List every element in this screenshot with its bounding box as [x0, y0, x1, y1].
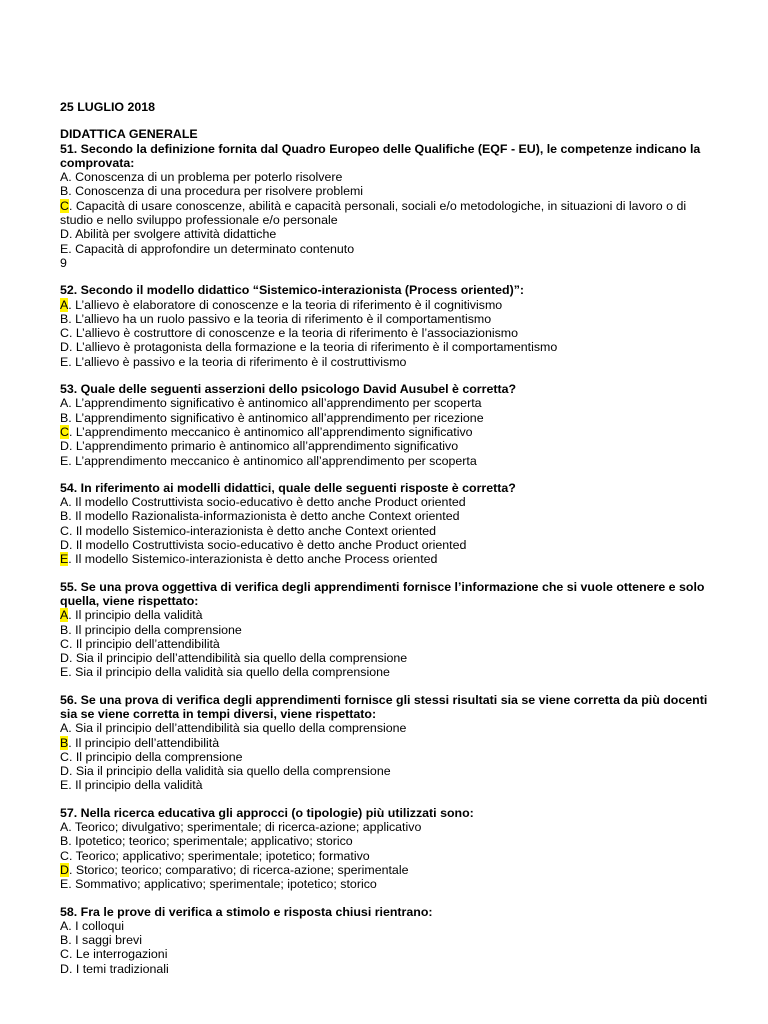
- option-e: [60, 552, 720, 566]
- option-text: . Il modello Razionalista-informazionista è detto anche Context oriented: [68, 509, 460, 524]
- option-letter: A: [60, 495, 69, 510]
- option-b: [60, 933, 720, 947]
- highlighted-answer-letter: E: [60, 552, 69, 567]
- option-a: [60, 721, 720, 735]
- option-b: [60, 312, 720, 326]
- option-letter: C: [60, 523, 69, 538]
- option-b: [60, 411, 720, 425]
- option-letter: D: [60, 340, 69, 355]
- option-text: . Sia il principio della validità sia quello della comprensione: [68, 764, 391, 779]
- option-d: [60, 962, 720, 976]
- option-b: [60, 834, 720, 848]
- option-c: [60, 947, 720, 961]
- option-letter: A: [60, 396, 69, 411]
- option-text: . Il principio della comprensione: [68, 749, 243, 764]
- question-58: [60, 905, 720, 976]
- option-text: . I temi tradizionali: [68, 961, 169, 976]
- option-text: . L’apprendimento meccanico è antinomico all’apprendimento significativo: [68, 424, 473, 439]
- option-text: . L’apprendimento meccanico è antinomico all’apprendimento per scoperta: [68, 453, 477, 468]
- question-54: [60, 481, 720, 567]
- option-text: . I colloqui: [68, 918, 125, 933]
- option-e: [60, 242, 720, 256]
- option-text: . Il modello Costruttivista socio-educativo è detto anche Product oriented: [68, 495, 466, 510]
- question-text: 56. Se una prova di verifica degli apprendimenti fornisce gli stessi risultati sia se viene corretta da più docenti sia se viene corretta in tempi diversi, viene rispettato:: [60, 692, 708, 721]
- question-text: 55. Se una prova oggettiva di verifica degli apprendimenti fornisce l’informazione che si vuole ottenere e solo quella, viene rispettato:: [60, 579, 705, 608]
- option-d: [60, 340, 720, 354]
- option-letter: B: [60, 410, 69, 425]
- option-letter: B: [60, 622, 69, 637]
- option-a: [60, 608, 720, 622]
- option-text: . Il principio della validità: [68, 778, 203, 793]
- option-text: . Conoscenza di un problema per poterlo risolvere: [68, 170, 343, 185]
- question-text: 52. Secondo il modello didattico “Sistemico-interazionista (Process oriented)”:: [60, 283, 525, 298]
- option-text: . Teorico; applicativo; sperimentale; ipotetico; formativo: [68, 848, 370, 863]
- option-text: . L’apprendimento primario è antinomico all’apprendimento significativo: [68, 439, 459, 454]
- question-text: 54. In riferimento ai modelli didattici, quale delle seguenti risposte è corretta?: [60, 480, 516, 495]
- option-letter: D: [60, 651, 69, 666]
- option-letter: D: [60, 227, 69, 242]
- option-d: [60, 764, 720, 778]
- question-51: [60, 142, 720, 271]
- question-text: 53. Quale delle seguenti asserzioni dello psicologo David Ausubel è corretta?: [60, 382, 517, 397]
- option-letter: C: [60, 326, 69, 341]
- option-e: [60, 355, 720, 369]
- option-text: . Le interrogazioni: [68, 947, 168, 962]
- option-c: [60, 425, 720, 439]
- option-e: [60, 454, 720, 468]
- option-text: . L’allievo è protagonista della formazione e la teoria di riferimento è il comportamentismo: [68, 340, 558, 355]
- option-text: . Il principio della comprensione: [68, 622, 242, 637]
- option-text: . Capacità di approfondire un determinato contenuto: [68, 241, 355, 256]
- option-text: . Conoscenza di una procedura per risolvere problemi: [68, 184, 364, 199]
- option-c: [60, 326, 720, 340]
- option-letter: E: [60, 241, 69, 256]
- option-letter: D: [60, 961, 69, 976]
- question-57: [60, 806, 720, 892]
- option-letter: A: [60, 721, 69, 736]
- option-letter: A: [60, 170, 69, 185]
- option-a: [60, 170, 720, 184]
- option-c: [60, 750, 720, 764]
- option-letter: B: [60, 834, 69, 849]
- option-letter: E: [60, 665, 69, 680]
- option-text: . Il modello Sistemico-interazionista è detto anche Context oriented: [68, 523, 437, 538]
- option-text: . Sia il principio della validità sia quello della comprensione: [68, 665, 390, 680]
- question-55: [60, 580, 720, 680]
- option-text: . L’allievo è passivo e la teoria di riferimento è il costruttivismo: [68, 354, 407, 369]
- option-b: [60, 736, 720, 750]
- option-a: [60, 820, 720, 834]
- highlighted-answer-letter: B: [60, 735, 69, 750]
- option-letter: B: [60, 509, 69, 524]
- option-text: . Capacità di usare conoscenze, abilità e capacità personali, sociali e/o metodologiche, in situazioni di lavoro o di studio e nello sviluppo professionale e/o personale: [60, 198, 687, 228]
- question-text: 57. Nella ricerca educativa gli approcci (o tipologie) più utilizzati sono:: [60, 805, 474, 820]
- option-text: . Il modello Sistemico-interazionista è detto anche Process oriented: [68, 552, 438, 567]
- option-e: [60, 778, 720, 792]
- option-b: [60, 623, 720, 637]
- option-a: [60, 396, 720, 410]
- option-a: [60, 919, 720, 933]
- option-text: . Il principio dell’attendibilità: [68, 636, 220, 651]
- option-c: [60, 637, 720, 651]
- option-text: . Sommativo; applicativo; sperimentale; ipotetico; storico: [68, 877, 377, 892]
- option-text: . L’allievo è elaboratore di conoscenze e la teoria di riferimento è il cognitivismo: [68, 297, 503, 312]
- option-d: [60, 651, 720, 665]
- option-c: [60, 849, 720, 863]
- option-letter: E: [60, 877, 69, 892]
- option-text: . Abilità per svolgere attività didattiche: [68, 227, 277, 242]
- option-text: . L’apprendimento significativo è antinomico all’apprendimento per ricezione: [68, 410, 484, 425]
- question-53: [60, 382, 720, 468]
- section-title: DIDATTICA GENERALE: [60, 127, 198, 142]
- option-text: . Sia il principio dell’attendibilità sia quello della comprensione: [68, 721, 407, 736]
- option-letter: D: [60, 538, 69, 553]
- option-letter: D: [60, 439, 69, 454]
- option-letter: B: [60, 311, 69, 326]
- option-c: [60, 524, 720, 538]
- option-letter: C: [60, 749, 69, 764]
- option-letter: E: [60, 354, 69, 369]
- highlighted-answer-letter: C: [60, 198, 69, 213]
- option-text: . I saggi brevi: [68, 933, 142, 948]
- option-letter: C: [60, 636, 69, 651]
- option-letter: C: [60, 848, 69, 863]
- option-text: . L’allievo è costruttore di conoscenze e la teoria di riferimento è l’associazionismo: [68, 326, 518, 341]
- question-56: [60, 693, 720, 793]
- option-d: [60, 863, 720, 877]
- question-text: 58. Fra le prove di verifica a stimolo e risposta chiusi rientrano:: [60, 904, 433, 919]
- option-text: . Teorico; divulgativo; sperimentale; di ricerca-azione; applicativo: [68, 820, 422, 835]
- option-letter: E: [60, 778, 69, 793]
- highlighted-answer-letter: D: [60, 862, 69, 877]
- highlighted-answer-letter: A: [60, 608, 69, 623]
- option-letter: C: [60, 947, 69, 962]
- option-text: . Storico; teorico; comparativo; di ricerca-azione; sperimentale: [68, 862, 409, 877]
- option-d: [60, 439, 720, 453]
- option-text: . L’apprendimento significativo è antinomico all’apprendimento per scoperta: [68, 396, 482, 411]
- option-letter: B: [60, 184, 69, 199]
- document-date: 25 LUGLIO 2018: [60, 100, 156, 114]
- highlighted-answer-letter: C: [60, 424, 69, 439]
- option-c: [60, 199, 720, 228]
- question-text: 51. Secondo la definizione fornita dal Quadro Europeo delle Qualifiche (EQF - EU), le competenze indicano la comprovata:: [60, 141, 701, 170]
- option-text: . L’allievo ha un ruolo passivo e la teoria di riferimento è il comportamentismo: [68, 311, 492, 326]
- option-e: [60, 877, 720, 891]
- option-b: [60, 509, 720, 523]
- option-letter: A: [60, 918, 69, 933]
- question-52: [60, 283, 720, 369]
- document-page: [60, 100, 720, 989]
- stray-note: 9: [60, 255, 67, 270]
- option-letter: D: [60, 764, 69, 779]
- option-letter: E: [60, 453, 69, 468]
- option-letter: B: [60, 933, 69, 948]
- option-text: . Il principio della validità: [68, 608, 203, 623]
- option-d: [60, 538, 720, 552]
- option-b: [60, 184, 720, 198]
- option-d: [60, 227, 720, 241]
- option-text: . Il principio dell’attendibilità: [68, 735, 220, 750]
- option-text: . Il modello Costruttivista socio-educativo è detto anche Product oriented: [68, 538, 467, 553]
- option-text: . Ipotetico; teorico; sperimentale; applicativo; storico: [68, 834, 353, 849]
- option-e: [60, 665, 720, 679]
- highlighted-answer-letter: A: [60, 297, 69, 312]
- option-letter: A: [60, 820, 69, 835]
- option-a: [60, 495, 720, 509]
- option-a: [60, 298, 720, 312]
- option-text: . Sia il principio dell’attendibilità sia quello della comprensione: [68, 651, 408, 666]
